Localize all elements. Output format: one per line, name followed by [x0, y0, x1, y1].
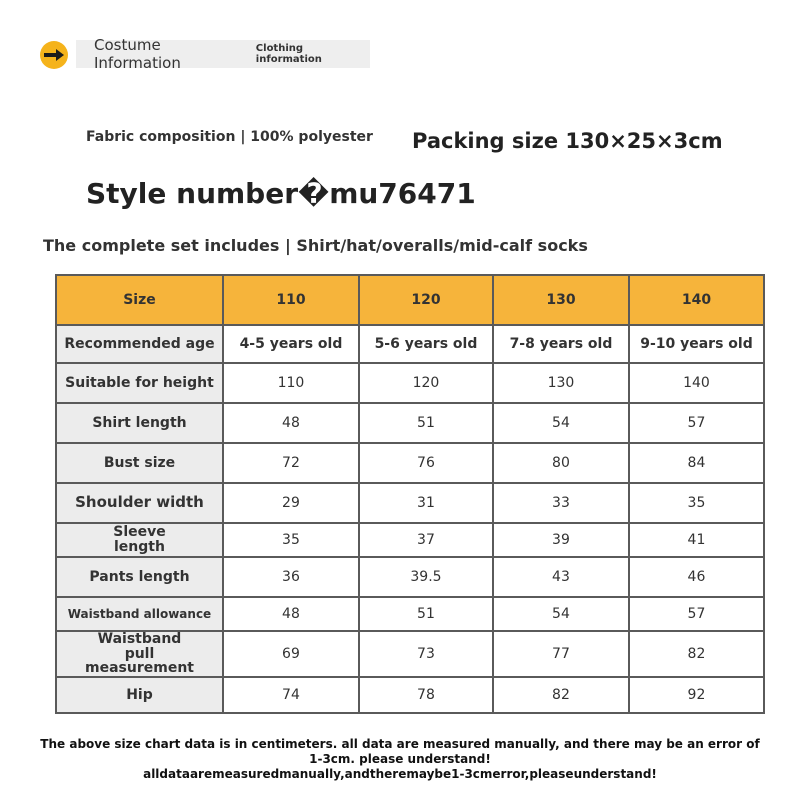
table-cell: 39.5: [359, 557, 493, 597]
packing-size: Packing size 130×25×3cm: [412, 129, 723, 153]
header-subtitle: Clothing information: [255, 43, 322, 65]
table-cell: 39: [493, 523, 629, 557]
table-cell: 92: [629, 677, 764, 713]
table-cell: 51: [359, 597, 493, 631]
table-cell: 130: [493, 363, 629, 403]
table-cell: 120: [359, 363, 493, 403]
table-cell: 74: [223, 677, 359, 713]
table-cell: 54: [493, 403, 629, 443]
table-cell: 54: [493, 597, 629, 631]
fabric-composition: Fabric composition | 100% polyester: [86, 129, 373, 145]
table-header-row: [56, 275, 764, 325]
table-cell: 80: [493, 443, 629, 483]
style-number: Style number�mu76471: [86, 177, 476, 210]
table-cell: 7-8 years old: [493, 325, 629, 363]
table-cell: 41: [629, 523, 764, 557]
header-cell-140: 140: [629, 275, 764, 325]
header-cell-size: Size: [56, 275, 223, 325]
table-cell: 48: [223, 403, 359, 443]
size-chart-table: [55, 274, 765, 714]
header-cell-110: 110: [223, 275, 359, 325]
table-row: [56, 631, 764, 677]
table-cell: 33: [493, 483, 629, 523]
row-label: Recommended age: [56, 325, 223, 363]
table-cell: 5-6 years old: [359, 325, 493, 363]
footer-line-2: alldataaremeasuredmanually,andtheremaybe1-3cmerror,pleaseunderstand!: [143, 767, 657, 781]
section-header: [76, 36, 370, 72]
header-title: Costume Information: [94, 36, 181, 72]
table-row: [56, 325, 764, 363]
row-label: Sleeve length: [56, 523, 223, 557]
row-label: Waistband allowance: [56, 597, 223, 631]
row-label: Suitable for height: [56, 363, 223, 403]
table-cell: 31: [359, 483, 493, 523]
footer-line-1: The above size chart data is in centimeters. all data are measured manually, and there may be an error of 1-3cm. please understand!: [40, 737, 760, 766]
table-cell: 84: [629, 443, 764, 483]
table-cell: 82: [493, 677, 629, 713]
table-cell: 29: [223, 483, 359, 523]
row-label: Bust size: [56, 443, 223, 483]
row-label: Hip: [56, 677, 223, 713]
row-label: Pants length: [56, 557, 223, 597]
row-label: Waistband pull measurement: [56, 631, 223, 677]
table-cell: 48: [223, 597, 359, 631]
row-label: Shoulder width: [56, 483, 223, 523]
table-row: [56, 523, 764, 557]
table-cell: 110: [223, 363, 359, 403]
table-cell: 35: [223, 523, 359, 557]
table-cell: 76: [359, 443, 493, 483]
table-row: [56, 677, 764, 713]
header-cell-130: 130: [493, 275, 629, 325]
table-cell: 140: [629, 363, 764, 403]
table-cell: 46: [629, 557, 764, 597]
table-row: [56, 363, 764, 403]
table-row: [56, 557, 764, 597]
table-cell: 4-5 years old: [223, 325, 359, 363]
table-row: [56, 597, 764, 631]
table-cell: 57: [629, 403, 764, 443]
table-cell: 36: [223, 557, 359, 597]
set-includes: The complete set includes | Shirt/hat/overalls/mid-calf socks: [43, 236, 588, 255]
table-cell: 77: [493, 631, 629, 677]
row-label: Shirt length: [56, 403, 223, 443]
table-row: [56, 403, 764, 443]
table-row: [56, 483, 764, 523]
table-cell: 73: [359, 631, 493, 677]
footer-note: [0, 737, 800, 782]
table-cell: 72: [223, 443, 359, 483]
table-cell: 57: [629, 597, 764, 631]
table-cell: 43: [493, 557, 629, 597]
table-cell: 78: [359, 677, 493, 713]
table-cell: 51: [359, 403, 493, 443]
table-row: [56, 443, 764, 483]
table-cell: 35: [629, 483, 764, 523]
table-cell: 37: [359, 523, 493, 557]
table-cell: 69: [223, 631, 359, 677]
table-cell: 82: [629, 631, 764, 677]
header-cell-120: 120: [359, 275, 493, 325]
table-cell: 9-10 years old: [629, 325, 764, 363]
arrow-right-icon: [40, 41, 68, 69]
